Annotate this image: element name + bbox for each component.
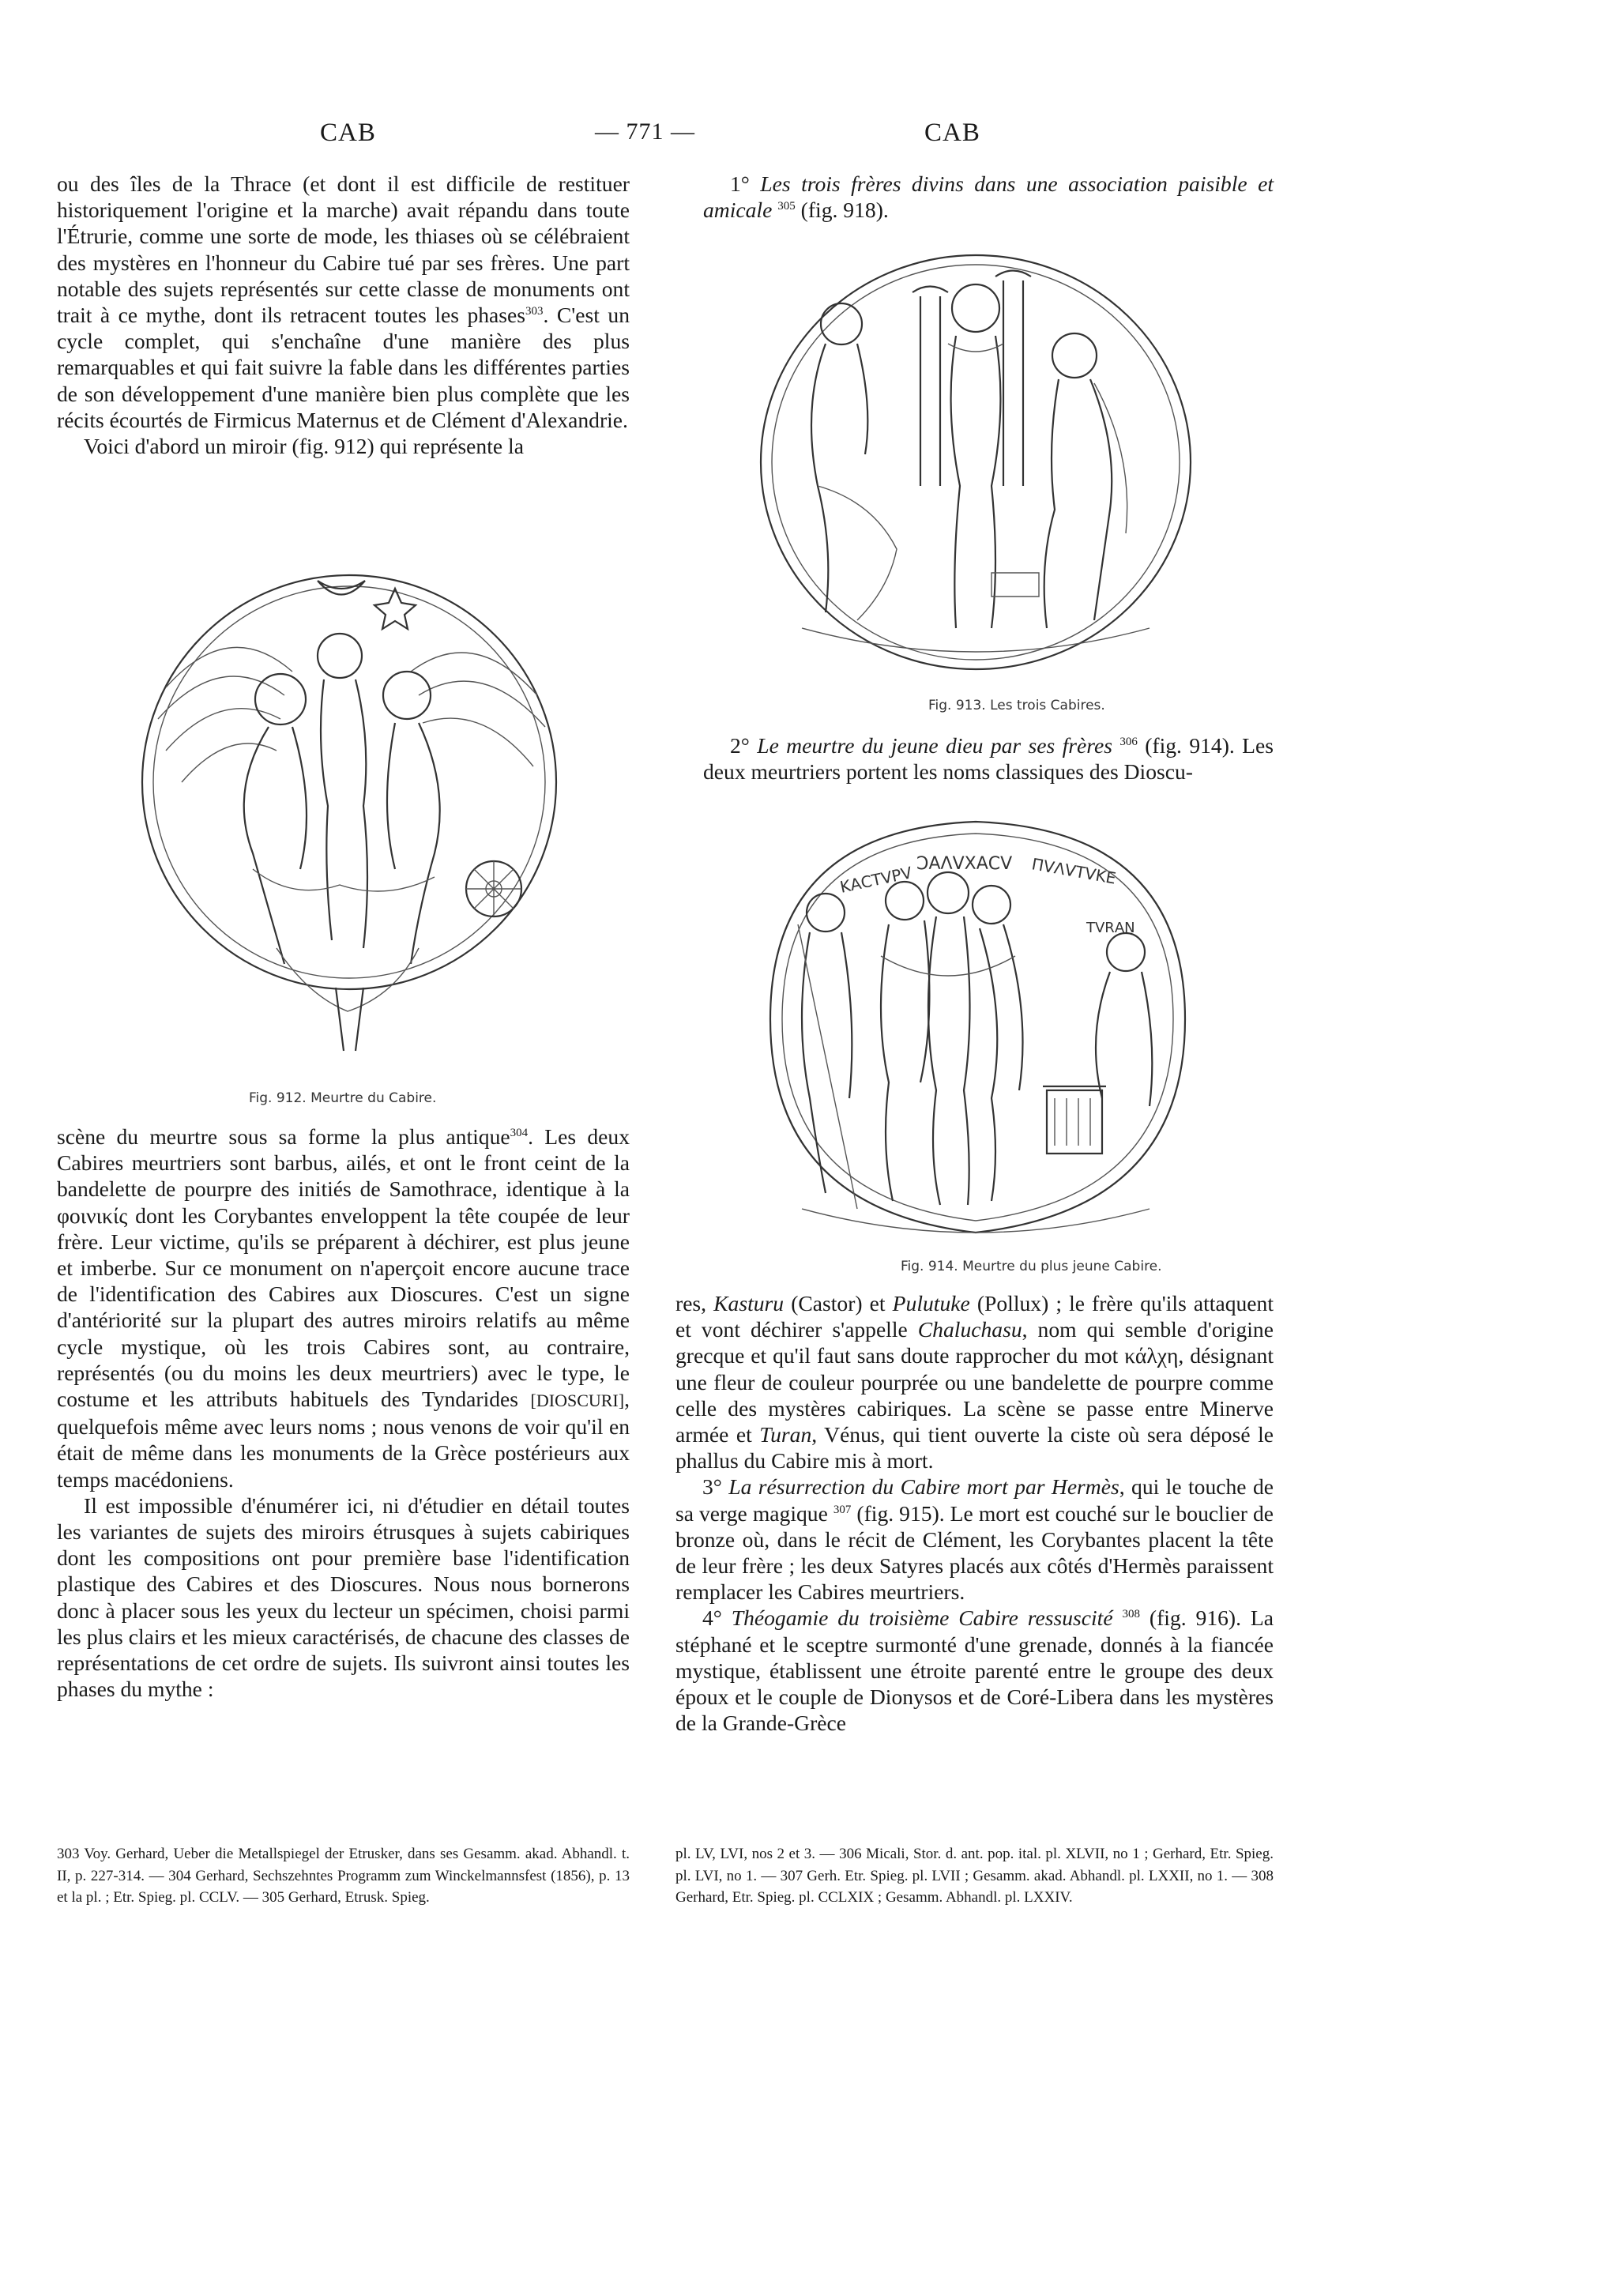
figure-913-illustration: [754, 249, 1197, 679]
figure-912-caption: Fig. 912. Meurtre du Cabire.: [249, 1090, 437, 1106]
right-column-bottom: [675, 1290, 1274, 1736]
paragraph: ou des îles de la Thrace (et dont il est difficile de restituer historiquement l'origine et la marche) avait répandu dans toute l'Étrurie, comme une sorte de mode, les thiases où se célébraient des mystères en l'honneur du Cabire tué par ses frères. Une part notable des sujets représentés sur cette classe de monuments ont trait à ce mythe, dont ils retracent toutes les phases$^{303}$. C'est un cycle complet, qui s'enchaîne d'une manière des plus remarquables et qui fait suivre la fable dans les différentes parties de son développement d'une manière bien plus complète que les récits écourtés de Firmicus Maternus et de Clément d'Alexandrie.: [57, 171, 630, 432]
paragraph: 4° Théogamie du troisième Cabire ressuscité $^{308}$ (fig. 916). La stéphané et le sceptre surmonté d'une grenade, donnés à la fiancée mystique, établissent une étroite parenté entre le groupe des deux époux et le couple de Dionysos et de Coré-Libera dans les mystères de la Grande-Grèce: [675, 1605, 1274, 1736]
footnote-text: pl. LV, LVI, nos 2 et 3. — 306 Micali, Stor. d. ant. pop. ital. pl. XLVII, no 1 ; Gerhard, Etr. Spieg. pl. LVI, no 1. — 307 Gerh. Etr. Spieg. pl. LVII ; Gesamm. akad. Abhandl. pl. LXXII, no 1. — 308 Gerhard, Etr. Spieg. pl. CCLXIX ; Gesamm. Abhandl. pl. LXXIV.: [675, 1846, 1274, 1906]
paragraph: Il est impossible d'énumérer ici, ni d'étudier en détail toutes les variantes de sujets des miroirs étrusques à sujets cabiriques dont les compositions ont pour première base l'identification plastique des Cabires et des Dioscures. Nous nous bornerons donc à placer sous les yeux du lecteur un spécimen, choisi parmi les plus clairs et les mieux caractérisés, de chacune des classes de représentations de cet ordre de sujets. Ils suivront ainsi toutes les phases du mythe :: [57, 1492, 630, 1702]
paragraph: res, Kasturu (Castor) et Pulutuke (Pollux) ; le frère qu'ils attaquent et vont déchirer s'appelle Chaluchasu, nom qui semble d'origine grecque et qu'il faut sans doute rapprocher du mot κάλχη, désignant une fleur de couleur pourprée ou une bandelette de pourpre comme celle des mystères cabiriques. La scène se passe entre Minerve armée et Turan, Vénus, qui tient ouverte la ciste où sera déposé le phallus du Cabire mis à mort.: [675, 1291, 1274, 1474]
paragraph: 2° Le meurtre du jeune dieu par ses frères $^{306}$ (fig. 914). Les deux meurtriers portent les noms classiques des Dioscu-: [703, 733, 1274, 785]
right-column-item2: [703, 732, 1274, 785]
cross-reference: [DIOSCURI]: [530, 1391, 625, 1411]
inscription-pulutuke: ΠVΛVΤVΚΕ: [1030, 854, 1118, 888]
right-column-top: [703, 171, 1274, 223]
left-column-bottom: [57, 1124, 630, 1702]
inscription-chaluchasu: ϽΑΛVΧΑϹV: [916, 854, 1013, 874]
paragraph: Voici d'abord un miroir (fig. 912) qui représente la: [84, 434, 524, 459]
inscription-turan: ΤVRΑΝ: [1086, 920, 1135, 936]
figure-913-caption: Fig. 913. Les trois Cabires.: [928, 698, 1105, 713]
figure-914-caption: Fig. 914. Meurtre du plus jeune Cabire.: [901, 1259, 1162, 1274]
paragraph: 3° La résurrection du Cabire mort par Hermès, qui le touche de sa verge magique $^{307}$ (fig. 915). Le mort est couché sur le bouclier de bronze où, dans le récit de Clément, les Corybantes placent la tête de leur frère ; les deux Satyres placés aux côtés d'Hermès paraissent remplacer les Cabires meurtriers.: [675, 1474, 1274, 1605]
paragraph: 1° Les trois frères divins dans une association paisible et amicale $^{305}$ (fig. 918).: [703, 171, 1274, 223]
header-left: CAB: [320, 119, 376, 147]
greek-word: κάλχη: [1124, 1343, 1179, 1368]
page-number: — 771 —: [595, 119, 695, 145]
greek-word: φοινικίς: [57, 1203, 128, 1228]
inscription-kasturu: ΚΑϹΤVΡV: [838, 863, 914, 897]
footnotes-left: [57, 1843, 630, 1909]
paragraph: scène du meurtre sous sa forme la plus antique$^{304}$. Les deux Cabires meurtriers sont barbus, ailés, et ont le front ceint de la bandelette de pourpre des initiés de Samothrace, identique à la φοινικίς dont les Corybantes enveloppent la tête coupée de leur frère. Leur victime, qu'ils se préparent à déchirer, est plus jeune et imberbe. Sur ce monument on n'aperçoit encore aucune trace de l'identification des Cabires aux Dioscures. C'est un signe d'antériorité sur la plupart des autres miroirs relatifs au même cycle mystique, où les trois Cabires sont, au contraire, représentés (ou du moins les deux meurtriers) avec le type, le costume et les attributs habituels des Tyndarides [DIOSCURI], quelquefois même avec leurs noms ; nous venons de voir qu'il en était de même dans les monuments de la Grèce postérieurs aux temps macédoniens.: [57, 1124, 630, 1492]
left-column-top: [57, 171, 630, 459]
header-right: CAB: [924, 119, 980, 147]
footnotes-right: [675, 1843, 1274, 1909]
footnote-text: 303 Voy. Gerhard, Ueber die Metallspiegel der Etrusker, dans ses Gesamm. akad. Abhandl. t. II, p. 227-314. — 304 Gerhard, Sechszehntes Programm zum Winckelmannsfest (1856), p. 13 et la pl. ; Etr. Spieg. pl. CCLV. — 305 Gerhard, Etrusk. Spieg.: [57, 1846, 630, 1906]
figure-912-illustration: [134, 569, 569, 1067]
figure-914-illustration: [754, 814, 1201, 1244]
